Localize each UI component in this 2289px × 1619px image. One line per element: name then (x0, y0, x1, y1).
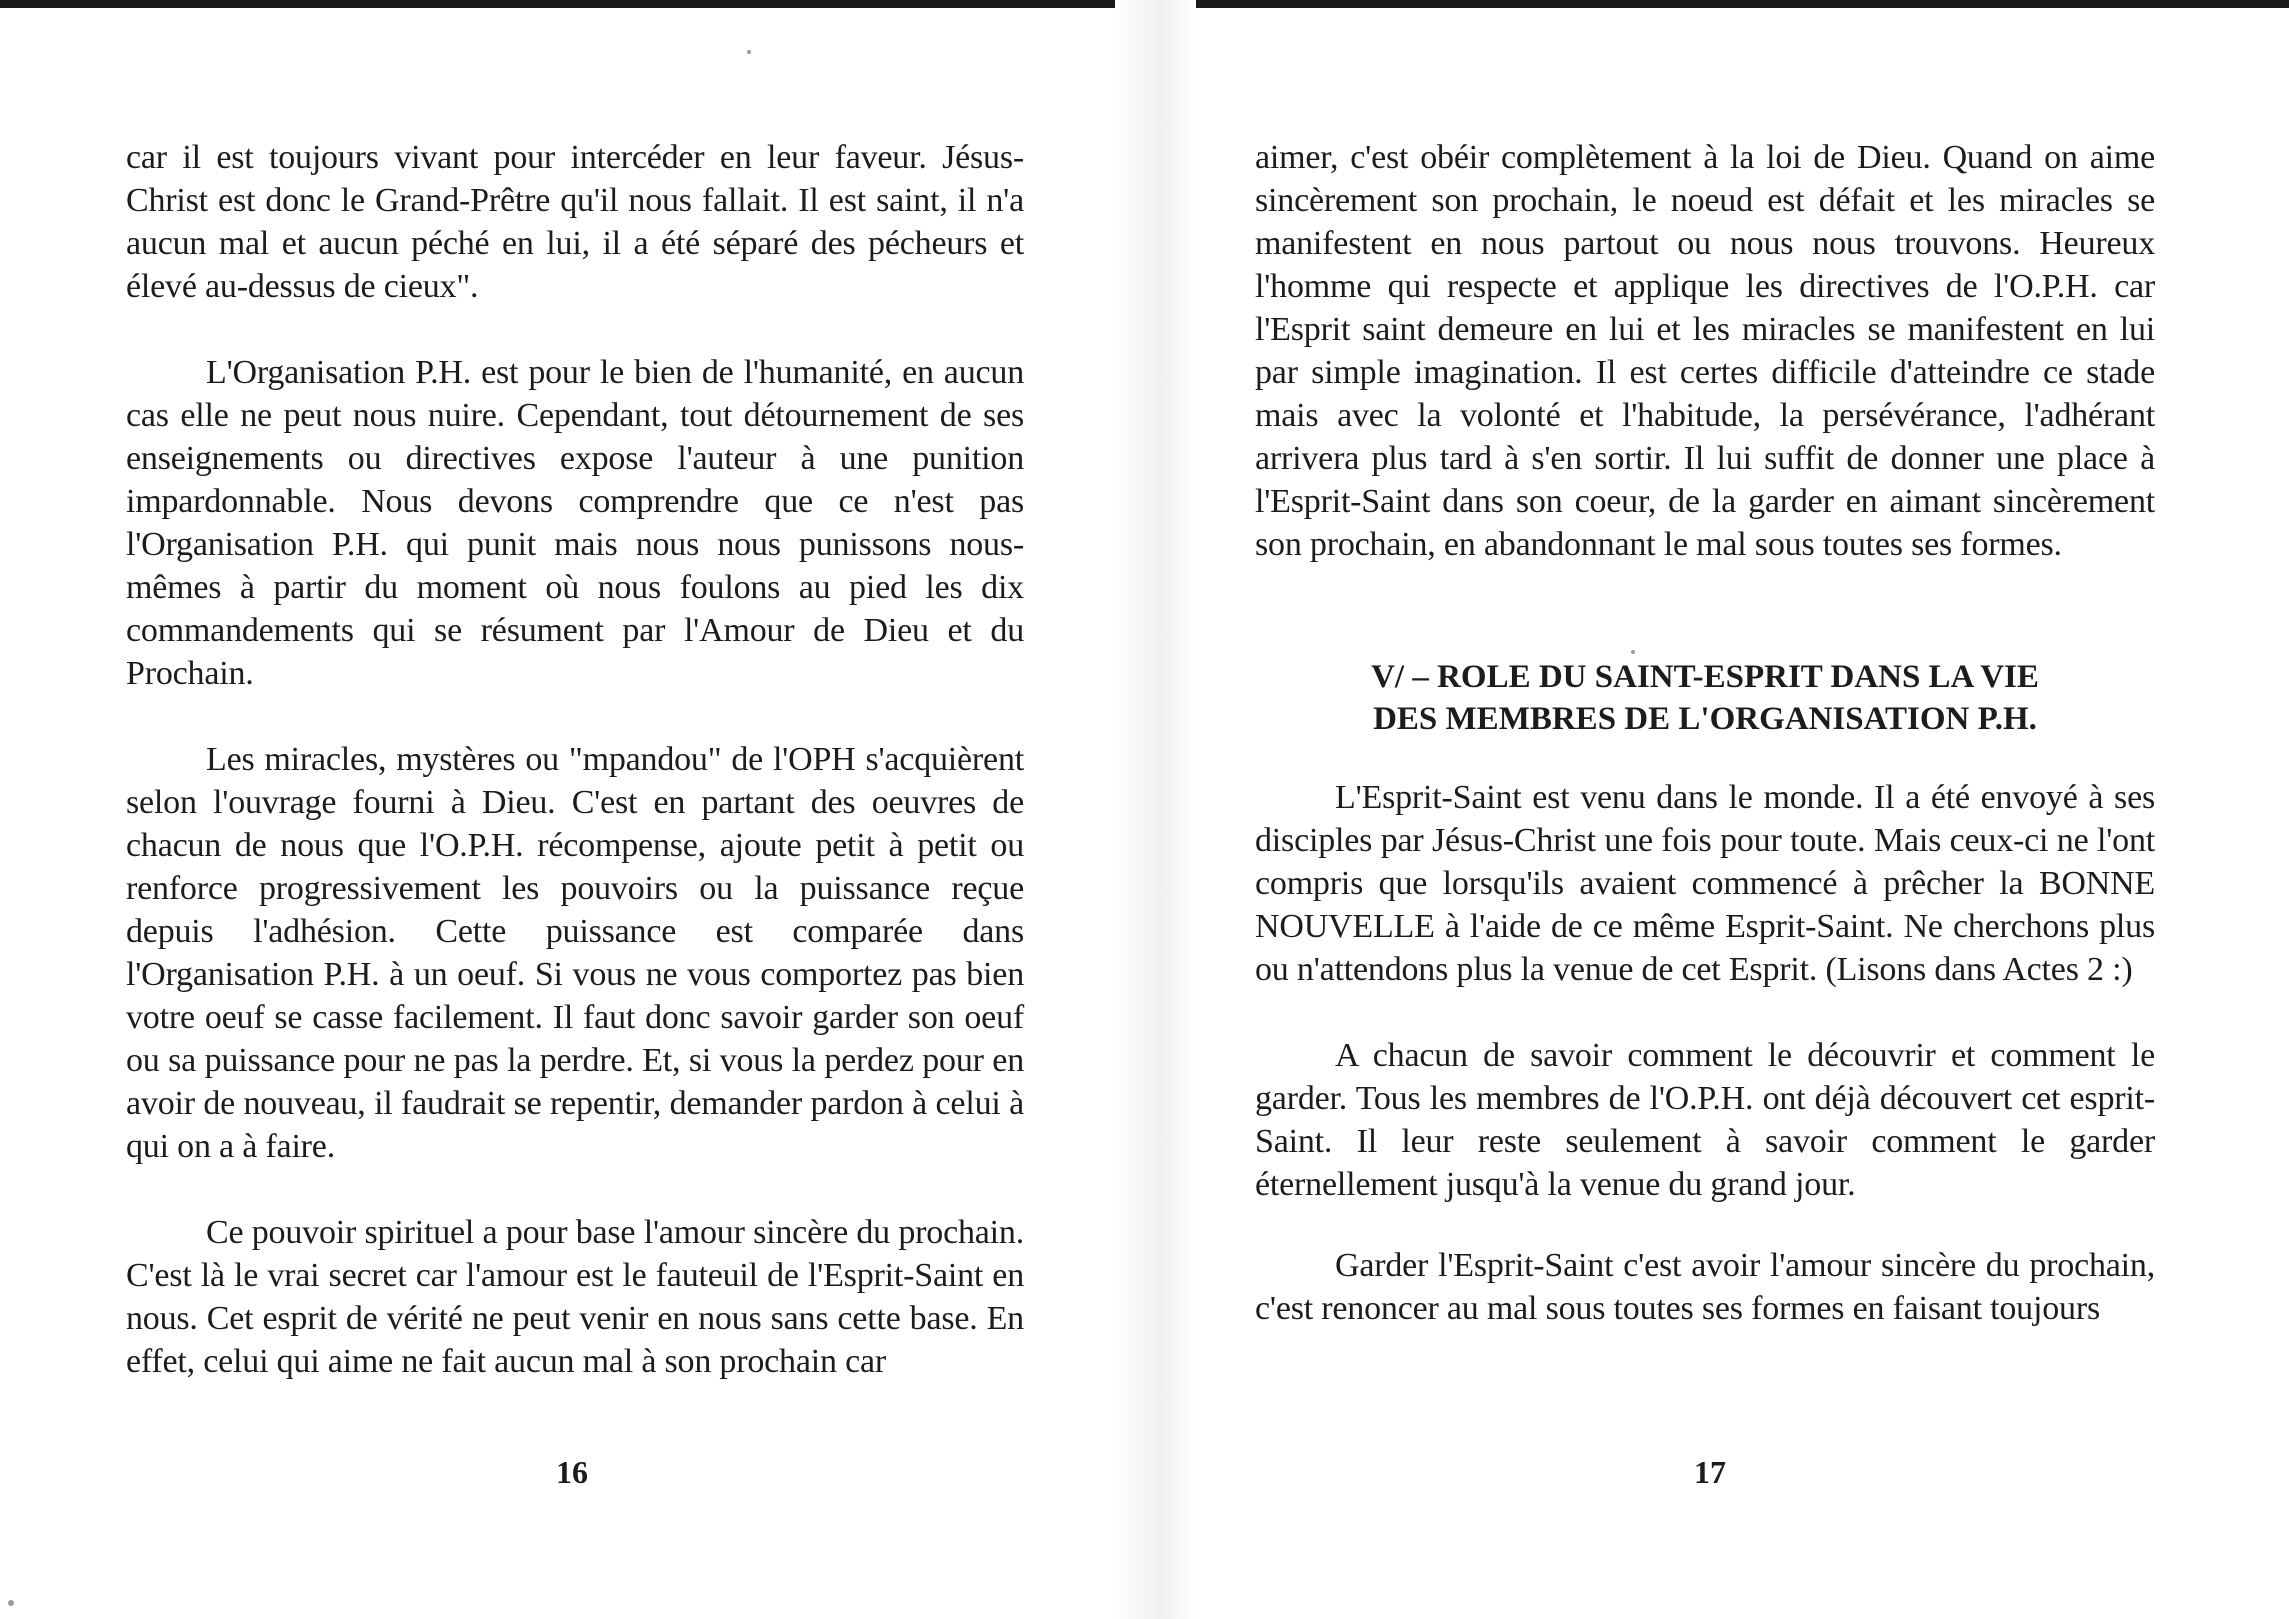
page-number: 17 (1694, 1454, 1726, 1490)
section-heading-line: DES MEMBRES DE L'ORGANISATION P.H. (1373, 701, 2037, 737)
section-heading (1255, 656, 2155, 740)
paragraph: L'Organisation P.H. est pour le bien de l'humanité, en aucun cas elle ne peut nous nuire. Cependant, tout détournement de ses enseignements ou directives expose l'auteur à une punition impardonnable. Nous devons comprendre que ce n'est pas l'Organisation P.H. qui punit mais nous nous punissons nous-mêmes à partir du moment où nous foulons au pied les dix commandements qui se résument par l'Amour de Dieu et du Prochain. (126, 354, 1024, 692)
right-page (1196, 0, 2289, 1619)
paragraph: car il est toujours vivant pour intercéder en leur faveur. Jésus-Christ est donc le Grand-Prêtre qu'il nous fallait. Il est saint, il n'a aucun mal et aucun péché en lui, il a été séparé des pécheurs et élevé au-dessus de cieux". (126, 139, 1024, 305)
page-number: 16 (556, 1454, 588, 1490)
left-page-body (126, 136, 1024, 1426)
left-page (0, 0, 1115, 1619)
scan-speck (1631, 650, 1635, 654)
paragraph: Les miracles, mystères ou "mpandou" de l'OPH s'acquièrent selon l'ouvrage fourni à Dieu. C'est en partant des oeuvres de chacun de nous que l'O.P.H. récompense, ajoute petit à petit ou renforce progressivement les pouvoirs ou la puissance reçue depuis l'adhésion. Cette puissance est comparée dans l'Organisation P.H. à un oeuf. Si vous ne vous comportez pas bien votre oeuf se casse facilement. Il faut donc savoir garder son oeuf ou sa puissance pour ne pas la perdre. Et, si vous la perdez pour en avoir de nouveau, il faudrait se repentir, demander pardon à celui à qui on a à faire. (126, 741, 1024, 1165)
paragraph: Ce pouvoir spirituel a pour base l'amour sincère du prochain. C'est là le vrai secret car l'amour est le fauteuil de l'Esprit-Saint en nous. Cet esprit de vérité ne peut venir en nous sans cette base. En effet, celui qui aime ne fait aucun mal à son prochain car (126, 1214, 1024, 1380)
section-heading-line: V/ – ROLE DU SAINT-ESPRIT DANS LA VIE (1371, 659, 2039, 695)
scan-speck (747, 50, 751, 54)
right-page-body (1255, 136, 2155, 1373)
paragraph: L'Esprit-Saint est venu dans le monde. Il a été envoyé à ses disciples par Jésus-Christ une fois pour toute. Mais ceux-ci ne l'ont compris que lorsqu'ils avaient commencé à prêcher la BONNE NOUVELLE à l'aide de ce même Esprit-Saint. Ne cherchons plus ou n'attendons plus la venue de cet Esprit. (Lisons dans Actes 2 :) (1255, 779, 2155, 988)
paragraph: aimer, c'est obéir complètement à la loi de Dieu. Quand on aime sincèrement son prochain, le noeud est défait et les miracles se manifestent en nous partout ou nous nous trouvons. Heureux l'homme qui respecte et applique les directives de l'O.P.H. car l'Esprit saint demeure en lui et les miracles se manifestent en lui par simple imagination. Il est certes difficile d'atteindre ce stade mais avec la volonté et l'habitude, la persévérance, l'adhérant arrivera plus tard à s'en sortir. Il lui suffit de donner une place à l'Esprit-Saint dans son coeur, de la garder en aimant sincèrement son prochain, en abandonnant le mal sous toutes ses formes. (1255, 139, 2155, 563)
scan-speck (8, 1600, 14, 1606)
book-gutter (1115, 0, 1196, 1619)
paragraph: Garder l'Esprit-Saint c'est avoir l'amour sincère du prochain, c'est renoncer au mal sous toutes ses formes en faisant toujours (1255, 1247, 2155, 1327)
paragraph: A chacun de savoir comment le découvrir et comment le garder. Tous les membres de l'O.P.H. ont déjà découvert cet esprit-Saint. Il leur reste seulement à savoir comment le garder éternellement jusqu'à la venue du grand jour. (1255, 1037, 2155, 1203)
